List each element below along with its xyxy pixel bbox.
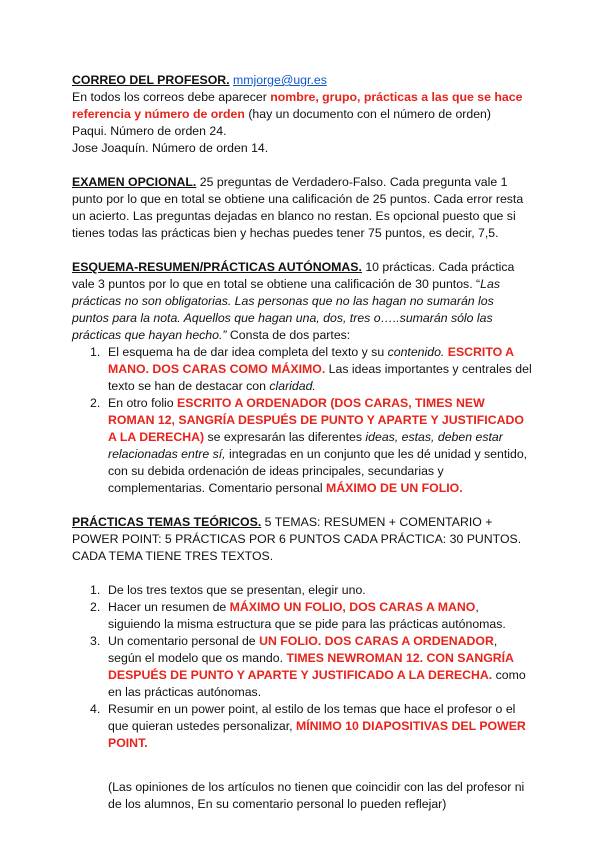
item-red-text: UN FOLIO. DOS CARAS A ORDENADOR bbox=[259, 634, 494, 648]
correo-person-1: Paqui. Número de orden 24. bbox=[72, 124, 227, 138]
item-red-text: ESCRITO A ORDENADOR (DOS CARAS, TIMES NEW ROMAN 12, SANGRÍA DESPUÉS DE PUNTO Y APARTE Y JUSTIFICADO A LA DERECHA) bbox=[108, 396, 524, 444]
list-number: 1. bbox=[90, 345, 101, 359]
item-text: Resumir en un power point, al estilo de los temas que hace el profesor o el que quieran ustedes personalizar, bbox=[108, 702, 516, 733]
correo-person-2: Jose Joaquín. Número de orden 14. bbox=[72, 141, 269, 155]
item-red-text: ESCRITO A MANO. DOS CARAS COMO MÁXIMO. bbox=[108, 345, 514, 376]
item-text: como en las prácticas autónomas. bbox=[108, 668, 526, 699]
examen-paragraph bbox=[72, 174, 532, 242]
item-text: En otro folio bbox=[108, 396, 178, 410]
list-number: 2. bbox=[90, 396, 101, 410]
esquema-item-1 bbox=[72, 344, 532, 395]
esquema-italic-note: Las prácticas no son obligatorias. Las personas que no las hagan no sumarán los puntos para la nota. Aquellos que hagan una, dos, tres o…..sumarán sólo las prácticas que hayan hecho.” bbox=[72, 277, 500, 342]
esquema-paragraph bbox=[72, 259, 532, 344]
list-number: 3. bbox=[90, 634, 101, 648]
item-red-text: MÁXIMO UN FOLIO, DOS CARAS A MANO bbox=[229, 600, 476, 614]
correo-heading: CORREO DEL PROFESOR. bbox=[72, 73, 230, 87]
item-italic: claridad. bbox=[269, 379, 316, 393]
item-italic: ideas, estas, deben estar relacionadas entre sí, bbox=[108, 430, 503, 461]
item-text: Las ideas importantes y centrales del texto se han de destacar con bbox=[108, 362, 532, 393]
item-text: integradas en un conjunto que les dé unidad y sentido, con su debida ordenación de ideas principales, secundarias y complementarias. Comentario personal bbox=[108, 447, 528, 495]
esquema-text-tail: Consta de dos partes: bbox=[226, 328, 351, 342]
examen-heading: EXAMEN OPCIONAL. bbox=[72, 175, 197, 189]
item-red-text: MÁXIMO DE UN FOLIO. bbox=[326, 481, 463, 495]
practicas-list bbox=[72, 582, 532, 752]
item-text: Un comentario personal de bbox=[108, 634, 260, 648]
esquema-text: 10 prácticas. Cada práctica vale 3 puntos por lo que en total se obtiene una calificación de 30 puntos. “ bbox=[72, 260, 515, 291]
esquema-list bbox=[72, 344, 532, 497]
correo-required-fields: nombre, grupo, prácticas a las que se hace referencia y número de orden bbox=[72, 90, 523, 121]
correo-text-tail: (hay un documento con el número de orden) bbox=[244, 107, 491, 121]
correo-instructions bbox=[72, 89, 532, 123]
professor-email-link[interactable]: mmjorge@ugr.es bbox=[233, 73, 327, 87]
practicas-item-1 bbox=[72, 582, 532, 599]
list-number: 4. bbox=[90, 702, 101, 716]
item-text: El esquema ha de dar idea completa del texto y su bbox=[108, 345, 388, 359]
practicas-paragraph bbox=[72, 514, 532, 565]
esquema-heading: ESQUEMA-RESUMEN/PRÁCTICAS AUTÓNOMAS. bbox=[72, 260, 362, 274]
item-text: , siguiendo la misma estructura que se pide para las prácticas autónomas. bbox=[108, 600, 506, 631]
item-text: , según el modelo que os mando. bbox=[108, 634, 498, 665]
list-number: 1. bbox=[90, 583, 101, 597]
item-red-text: TIMES NEWROMAN 12. CON SANGRÍA DESPUÉS DE PUNTO Y APARTE Y JUSTIFICADO A LA DERECHA. bbox=[108, 651, 514, 682]
correo-text: En todos los correos debe aparecer bbox=[72, 90, 271, 104]
list-number: 2. bbox=[90, 600, 101, 614]
item-red-text: MÍNIMO 10 DIAPOSITIVAS DEL POWER POINT. bbox=[108, 719, 526, 750]
examen-text: 25 preguntas de Verdadero-Falso. Cada pregunta vale 1 punto por lo que en total se obtiene una calificación de 25 puntos. Cada error resta un acierto. Las preguntas dejadas en blanco no restan. Es opcional puesto que si tienes todas las prácticas bien y hechas puedes tener 75 puntos, es decir, 7,5. bbox=[72, 175, 524, 240]
practicas-note: (Las opiniones de los artículos no tienen que coincidir con las del profesor ni de los alumnos, En su comentario personal lo pueden reflejar) bbox=[108, 780, 525, 811]
practicas-item-2 bbox=[72, 599, 532, 633]
document-page bbox=[72, 72, 532, 813]
item-text: De los tres textos que se presentan, elegir uno. bbox=[108, 583, 366, 597]
practicas-item-4 bbox=[72, 701, 532, 752]
item-italic: contenido. bbox=[387, 345, 445, 359]
correo-paragraph bbox=[72, 72, 532, 89]
item-text: se expresarán las diferentes bbox=[204, 430, 366, 444]
esquema-item-2 bbox=[72, 395, 532, 497]
practicas-item-3 bbox=[72, 633, 532, 701]
item-text: Hacer un resumen de bbox=[108, 600, 230, 614]
practicas-heading: PRÁCTICAS TEMAS TEÓRICOS. bbox=[72, 515, 262, 529]
practicas-text: 5 TEMAS: RESUMEN + COMENTARIO + POWER POINT: 5 PRÁCTICAS POR 6 PUNTOS CADA PRÁCTICA: 30 PUNTOS. CADA TEMA TIENE TRES TEXTOS. bbox=[72, 515, 522, 563]
